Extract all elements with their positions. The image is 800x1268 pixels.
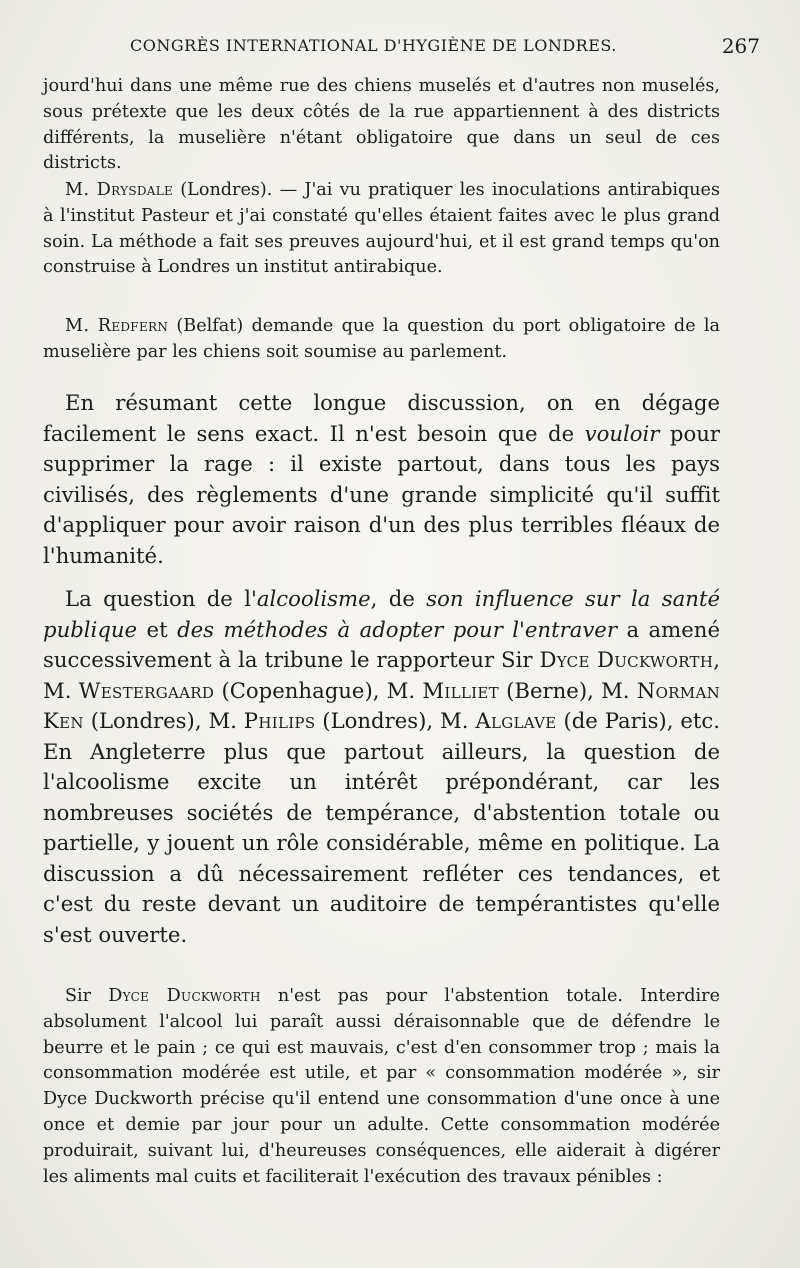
text-run: et [137, 616, 178, 642]
paragraph-text: jourd'hui dans une même rue des chiens muselés et d'autres non muselés, sous prétexte que les deux côtés de la rue appartiennent à des districts différents, la muselière n'étant obligatoire que dans un seul de ces districts. [43, 76, 720, 174]
text-run: , M. [43, 647, 720, 703]
text-run: (Berne), M. [498, 677, 637, 703]
text-run: (Copenhague), M. [214, 677, 423, 703]
paragraph-muzzle-districts [43, 74, 720, 177]
text-run: La question de l' [65, 586, 257, 611]
page-number: 267 [721, 34, 760, 58]
emphasis-text: son influence sur la santé publique [43, 586, 721, 642]
page-header [40, 34, 760, 60]
speaker-place: (Londres). — [173, 180, 305, 200]
paragraph-summary-rage [43, 388, 720, 571]
emphasis-text: vouloir [584, 420, 660, 446]
paragraph-text: pour supprimer la rage : il existe partout, dans tous les pays civilisés, des règlements d'une grande simplicité qu'il suffit d'appliquer pour avoir raison d'un des plus terribles fléaux de l'humanité. [43, 420, 720, 568]
speaker-name: Philips [243, 708, 316, 733]
paragraph-text: En résumant cette longue discussion, on en dégage facilement le sens exact. Il n'est besoin que de [43, 390, 720, 446]
emphasis-text: des méthodes à adopter pour l'entraver [177, 616, 617, 642]
speaker-name: M. Drysdale [65, 180, 174, 200]
speaker-name: Norman Ken [43, 677, 720, 733]
paragraph-redfern [43, 314, 720, 366]
text-run: a amené successivement à la tribune le rapporteur Sir [43, 616, 720, 672]
text-run: (Londres), M. [83, 708, 244, 733]
text-run: (Londres), M. [315, 708, 476, 733]
paragraph-drysdale [43, 178, 720, 281]
speaker-name: Alglave [475, 708, 557, 733]
speaker-name: Milliet [422, 677, 499, 703]
speaker-name: M. Redfern [65, 316, 169, 336]
paragraph-alcoolisme [43, 584, 720, 950]
paragraph-text: J'ai vu pratiquer les inoculations antirabiques à l'institut Pasteur et j'ai constaté qu'elles étaient faites avec le plus grand soin. La méthode a fait ses preuves aujourd'hui, et il est grand temps qu'on construise à Londres un institut antirabique. [43, 180, 720, 278]
text-run: (de Paris), etc. En Angleterre plus que partout ailleurs, la question de l'alcoolisme excite un intérêt prépondérant, car les nombreuses sociétés de tempérance, d'abstention totale ou partielle, y jouent un rôle considérable, même en politique. La discussion a dû nécessairement refléter ces tendances, et c'est du reste devant un auditoire de tempérantistes qu'elle s'est ouverte. [43, 708, 720, 947]
text-run: , de [370, 586, 427, 611]
emphasis-text: alcoolisme [256, 586, 371, 611]
running-title: CONGRÈS INTERNATIONAL D'HYGIÈNE DE LONDRES. [130, 36, 617, 55]
speaker-name: Dyce Duckworth [108, 986, 261, 1006]
speaker-name: Westergaard [78, 677, 215, 703]
text-run: Sir [65, 986, 109, 1006]
paragraph-text: (Belfat) demande que la question du port obligatoire de la muselière par les chiens soit soumise au parlement. [43, 316, 720, 362]
speaker-name: Dyce Duckworth [539, 647, 714, 672]
paragraph-duckworth [43, 984, 720, 1190]
paragraph-text: n'est pas pour l'abstention totale. Interdire absolument l'alcool lui paraît aussi déraisonnable que de défendre le beurre et le pain ; ce qui est mauvais, c'est d'en consommer trop ; mais la consommation modérée est utile, et par « consommation modérée », sir Dyce Duckworth précise qu'il entend une consommation d'une once à une once et demie par jour pour un adulte. Cette consommation modérée produirait, suivant lui, d'heureuses conséquences, elle aiderait à digérer les aliments mal cuits et faciliterait l'exécution des travaux pénibles : [43, 986, 720, 1187]
